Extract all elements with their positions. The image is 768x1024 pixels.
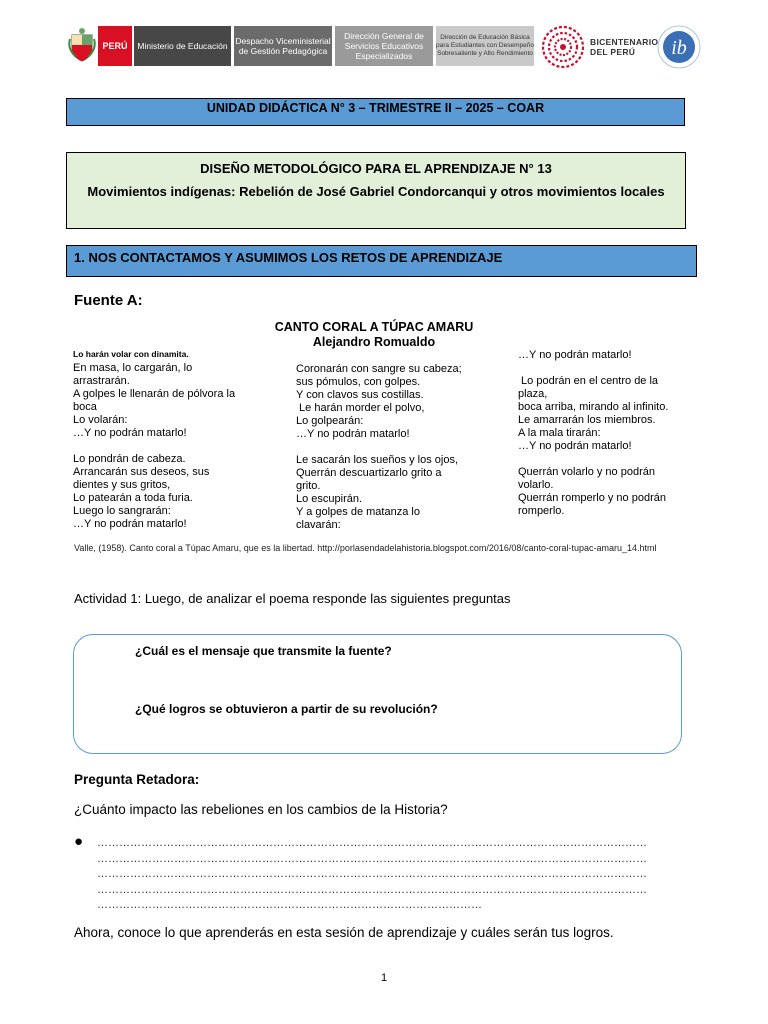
- poem-line: [518, 453, 678, 466]
- design-subtitle: Movimientos indígenas: Rebelión de José Gabriel Condorcanqui y otros movimientos locales: [87, 184, 665, 199]
- activity-instruction: Actividad 1: Luego, de analizar el poema responde las siguientes preguntas: [74, 591, 511, 606]
- poem-line: Lo escupirán.: [296, 493, 363, 505]
- poem-line: …Y no podrán matarlo!: [518, 440, 632, 452]
- section-1-header: 1. NOS CONTACTAMOS Y ASUMIMOS LOS RETOS DE APRENDIZAJE: [66, 245, 697, 277]
- poem-line: dientes y sus gritos,: [73, 479, 171, 491]
- poem-line: Querrán descuartizarlo grito a: [296, 467, 442, 479]
- poem-line: Querrán volarlo y no podrán: [518, 466, 655, 478]
- poem-line: Lo harán volar con dinamita.: [73, 349, 189, 359]
- answer-line[interactable]: ……………………………………………………………………………………………………………………………………: [97, 868, 647, 880]
- design-title: DISEÑO METODOLÓGICO PARA EL APRENDIZAJE N° 13: [200, 161, 552, 176]
- viceministerial-logo: Despacho Viceministerial de Gestión Pedagógica: [234, 26, 332, 66]
- poem-line: Lo podrán en el centro de la: [518, 375, 659, 387]
- design-box: [66, 152, 686, 229]
- poem-column-2: [296, 363, 476, 532]
- fuente-label: Fuente A:: [74, 292, 143, 309]
- answer-lines[interactable]: [97, 836, 693, 914]
- bicentenario-text: [590, 37, 658, 57]
- poem-line: Coronarán con sangre su cabeza;: [296, 363, 462, 375]
- poem-column-1: [73, 349, 273, 531]
- dgsee-logo: Dirección General de Servicios Educativos Especializados: [335, 26, 433, 66]
- poem-line: A golpes le llenarán de pólvora la: [73, 388, 236, 400]
- poem-line: clavarán:: [296, 519, 341, 531]
- poem-line: romperlo.: [518, 505, 565, 517]
- poem-line: Arrancarán sus deseos, sus: [73, 466, 210, 478]
- poem-line: En masa, lo cargarán, lo: [73, 362, 193, 374]
- poem-title: CANTO CORAL A TÚPAC AMARU: [274, 320, 474, 334]
- ib-globe-icon: [656, 24, 702, 70]
- answer-line[interactable]: ……………………………………………………………………………………………………………………………………: [97, 852, 647, 865]
- challenge-question: ¿Cuánto impacto las rebeliones en los cambios de la Historia?: [74, 802, 448, 817]
- bullet-icon: ●: [74, 833, 84, 850]
- question-1: ¿Cuál es el mensaje que transmite la fuente?: [135, 644, 392, 658]
- poem-line: Lo volarán:: [73, 414, 128, 426]
- poem-line: plaza,: [518, 388, 548, 400]
- minedu-logo: Ministerio de Educación: [134, 26, 231, 66]
- peru-shield-icon: [68, 27, 96, 63]
- page-number: 1: [380, 972, 388, 984]
- poem-line: [518, 362, 678, 375]
- peru-logo: PERÚ: [98, 26, 132, 66]
- poem-line: Luego lo sangrarán:: [73, 505, 171, 517]
- poem-line: boca arriba, mirando al infinito.: [518, 401, 669, 413]
- poem-column-3: [518, 349, 678, 518]
- bicentenario-emblem-icon: [540, 24, 586, 70]
- poem-line: Y a golpes de matanza lo: [296, 506, 420, 518]
- poem-line: Lo patearán a toda furia.: [73, 492, 193, 504]
- poem-title-block: [240, 320, 508, 350]
- poem-line: Y con clavos sus costillas.: [296, 389, 424, 401]
- poem-line: Le harán morder el polvo,: [296, 402, 425, 414]
- poem-line: sus pómulos, con golpes.: [296, 376, 421, 388]
- unit-title: UNIDAD DIDÁCTICA N° 3 – TRIMESTRE II – 2025 – COAR: [66, 98, 685, 126]
- answer-line[interactable]: ……………………………………………………………………………………………: [97, 899, 482, 911]
- poem-line: boca: [73, 401, 97, 413]
- poem-line: [73, 440, 273, 453]
- poem-line: Lo pondrán de cabeza.: [73, 453, 186, 465]
- answer-line[interactable]: ……………………………………………………………………………………………………………………………………: [97, 883, 647, 896]
- poem-line: grito.: [296, 480, 321, 492]
- poem-line: volarlo.: [518, 479, 554, 491]
- poem-line: …Y no podrán matarlo!: [518, 349, 632, 361]
- poem-line: Lo golpearán:: [296, 415, 364, 427]
- answer-line[interactable]: ……………………………………………………………………………………………………………………………………: [97, 837, 647, 849]
- poem-line: [296, 441, 476, 454]
- bicentenario-line-2: DEL PERÚ: [590, 47, 636, 57]
- poem-line: …Y no podrán matarlo!: [73, 518, 187, 530]
- poem-line: A la mala tirarán:: [518, 427, 601, 439]
- question-2: ¿Qué logros se obtuvieron a partir de su revolución?: [135, 702, 438, 716]
- closing-text: Ahora, conoce lo que aprenderás en esta sesión de aprendizaje y cuáles serán tus logros.: [74, 925, 614, 940]
- poem-line: …Y no podrán matarlo!: [296, 428, 410, 440]
- bicentenario-line-1: BICENTENARIO: [590, 37, 659, 47]
- challenge-label: Pregunta Retadora:: [74, 772, 200, 787]
- ib-logo-text: ib: [671, 37, 687, 59]
- poem-author: Alejandro Romualdo: [312, 335, 436, 349]
- poem-line: Le amarrarán los miembros.: [518, 414, 656, 426]
- poem-line: Le sacarán los sueños y los ojos,: [296, 454, 459, 466]
- citation: Valle, (1958). Canto coral a Túpac Amaru, que es la libertad. http://porlasendadelahistoria.blogspot.com/2016/08/canto-coral-tupac-amaru_14.html: [74, 543, 657, 553]
- poem-line: arrastrarán.: [73, 375, 130, 387]
- poem-line: …Y no podrán matarlo!: [73, 427, 187, 439]
- poem-line: Querrán romperlo y no podrán: [518, 492, 666, 504]
- debedsar-logo: Dirección de Educación Básica para Estudiantes con Desempeño Sobresaliente y Alto Rendimiento: [436, 26, 534, 66]
